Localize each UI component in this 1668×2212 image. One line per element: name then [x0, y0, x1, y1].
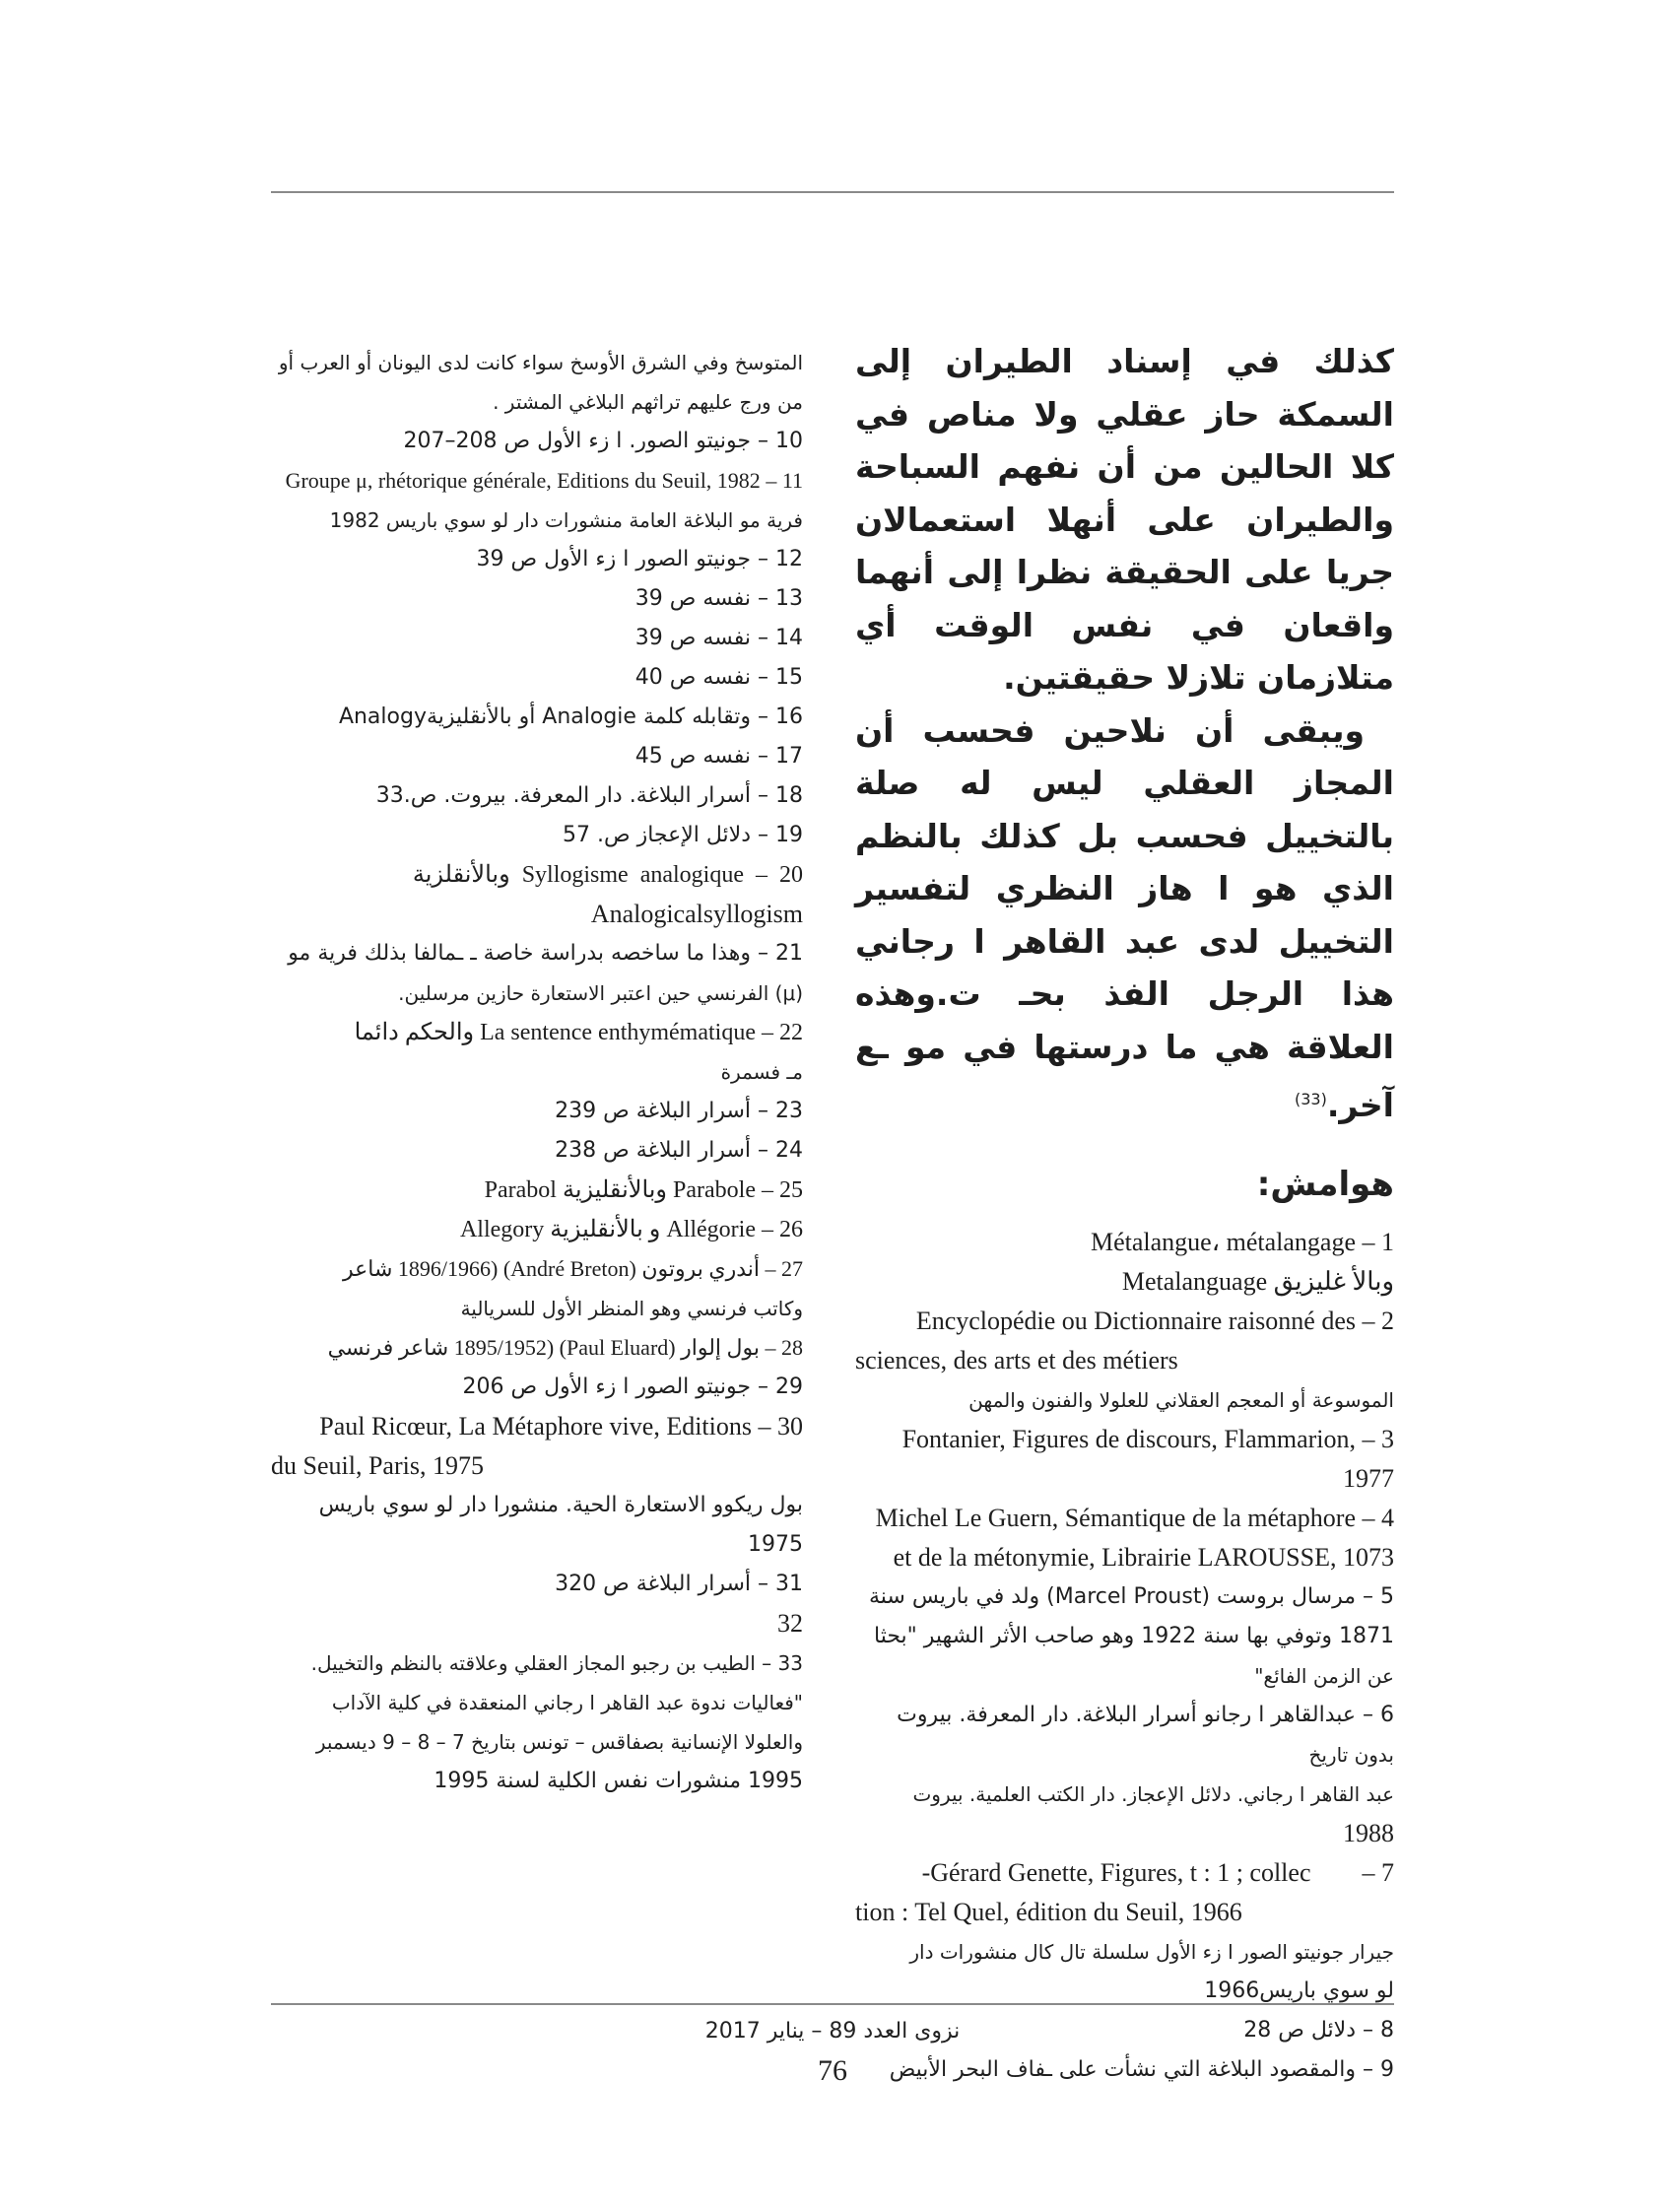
note-line: 10 – جونيتو الصور. ا زء الأول ص 208–207 [403, 429, 803, 453]
note-line: 21 – وهذا ما ساخصه بدراسة خاصة ـ ـمالفا بذلك فرية مو [288, 941, 803, 966]
note-line: 13 – نفسه ص 39 [634, 586, 803, 611]
note-line: 7 – Gérard Genette, Figures, t : 1 ; collec- [921, 1857, 1394, 1887]
note-line: 25 – Parabole وبالأنقليزية Parabol [484, 1177, 803, 1203]
note-line: بدون تاريخ [1308, 1742, 1394, 1767]
note-line: 22 – La sentence enthymématique والحكم دائما [354, 1020, 803, 1045]
note-line: 24 – أسرار البلاغة ص 238 [555, 1138, 803, 1163]
note-line: 12 – جونيتو الصور ا زء الأول ص 39 [476, 547, 803, 571]
note-line: وبالأ غليزيق Metalanguage [1121, 1266, 1394, 1296]
note-line: 23 – أسرار البلاغة ص 239 [555, 1099, 803, 1123]
note-line: المتوسخ وفي الشرق الأوسخ سواء كانت لدى اليونان أو العرب أو [278, 351, 803, 374]
note-line: 15 – نفسه ص 40 [634, 665, 803, 690]
note-line: 28 – بول إلوار (Paul Eluard) (1895/1952 شاعر فرنسي [327, 1335, 803, 1360]
note-line: sciences, des arts et des métiers [855, 1345, 1178, 1374]
page-number: 76 [818, 2054, 847, 2087]
footnote-ref-33: (33) [1294, 1090, 1327, 1108]
note-line: 17 – نفسه ص 45 [634, 744, 803, 769]
note-line: 3 – Fontanier, Figures de discours, Flammarion, 1977 [901, 1424, 1394, 1493]
note-line: عبد القاهر ا رجاني. دلائل الإعجاز. دار الكتب العلمية. بيروت [912, 1781, 1394, 1806]
note-line: جيرار جونيتو الصور ا زء الأول سلسلة تال كال منشورات دار [909, 1939, 1394, 1964]
note-line: 6 – عبدالقاهر ا رجانو أسرار البلاغة. دار المعرفة. بيروت [897, 1702, 1394, 1727]
note-line: فرية مو البلاغة العامة منشورات دار لو سوي باريس 1982 [329, 508, 803, 532]
body-paragraph-2-text: ويبقى أن نلاحين فحسب أن المجاز العقلي ليس له صلة بالتخييل فحسب بل كذلك بالنظم الذي هو ا هاز النظري لتفسير التخييل لدى عبد القاهر ا رجاني هذا الرجل الفذ بحـ ت.وهذه العلاقة هي ما درستها في مو ـع آخر. [855, 710, 1394, 1124]
note-line: 18 – أسرار البلاغة. دار المعرفة. بيروت. ص.33 [375, 783, 803, 808]
top-rule [271, 191, 1394, 193]
note-line: 30 – Paul Ricœur, La Métaphore vive, Editions [319, 1412, 803, 1441]
note-line: 1871 وتوفي بها سنة 1922 وهو صاحب الأثر الشهير "بحثا [874, 1623, 1394, 1648]
note-line: 5 – مرسال بروست (Marcel Proust) ولد في باريس سنة [868, 1583, 1394, 1609]
note-line: بول ريكوو الاستعارة الحية. منشورا دار لو سوي باريس 1975 [318, 1493, 803, 1557]
note-line: 19 – دلائل الإعجاز ص. 57 [563, 823, 803, 847]
note-line: 20 – Syllogisme analogique وبالأنقلزية [412, 862, 803, 888]
note-line: 14 – نفسه ص 39 [634, 626, 803, 650]
note-line: 11 – Groupe μ, rhétorique générale, Editions du Seuil, 1982 [285, 468, 803, 493]
note-line: 1995 منشورات نفس الكلية لسنة 1995 [434, 1769, 803, 1793]
note-line: الموسوعة أو المعجم العقلاني للعلولا والفنون والمهن [968, 1387, 1394, 1412]
note-line: 8 – دلائل ص 28 [1243, 2017, 1394, 2043]
note-line: مـ فسمرة [720, 1060, 803, 1084]
note-line: 1 – Métalangue، métalangage [1091, 1227, 1394, 1256]
note-line: "فعاليات ندوة عبد القاهر ا رجاني المنعقدة في كلية الآداب [331, 1691, 803, 1714]
right-column [855, 335, 1394, 2090]
note-line: 26 – Allégorie و بالأنقليزية Allegory [459, 1217, 803, 1242]
right-notes-list [855, 1223, 1394, 2090]
notes-heading: هوامش: [1256, 1164, 1394, 1204]
note-line: 29 – جونيتو الصور ا زء الأول ص 206 [462, 1374, 803, 1399]
body-paragraph-2 [855, 704, 1394, 1132]
bottom-rule [271, 2003, 1394, 2005]
note-line: 4 – Michel Le Guern, Sémantique de la métaphore [875, 1503, 1394, 1532]
note-line: du Seuil, Paris, 1975 [271, 1451, 484, 1480]
note-line: 16 – وتقابله كلمة Analogie أو بالأنقليزيةAnalogy [338, 704, 803, 729]
note-line: (μ) الفرنسي حين اعتبر الاستعارة حازين مرسلين. [398, 981, 803, 1005]
note-line: 2 – Encyclopédie ou Dictionnaire raisonné des [915, 1306, 1394, 1335]
note-line: عن الزمن الفائع" [1254, 1663, 1394, 1688]
body-paragraph-1: كذلك في إسناد الطيران إلى السمكة حاز عقلي ولا مناص في كلا الحالين من أن نفهم السباحة والطيران على أنهلا استعمالان جريا على الحقيقة نظرا إلى أنهما واقعان في نفس الوقت أي متلازمان تلازلا حقيقتين. [855, 342, 1394, 697]
note-line: من ورج عليهم تراثهم البلاغي المشتر . [493, 390, 803, 414]
note-line: لو سوي باريس1966 [1204, 1977, 1394, 2003]
note-line: 9 – والمقصود البلاغة التي نشأت على ـفاف البحر الأبيض [889, 2056, 1394, 2082]
note-line: 31 – أسرار البلاغة ص 320 [555, 1572, 803, 1596]
journal-issue-label: نزوى العدد 89 – يناير 2017 [704, 2019, 961, 2044]
note-line: 1988 [1343, 1818, 1394, 1847]
note-line: Analogicalsyllogism [590, 900, 803, 928]
note-line: 32 [777, 1609, 803, 1638]
note-line: tion : Tel Quel, édition du Seuil, 1966 [855, 1897, 1242, 1926]
note-line: وكاتب فرنسي وهو المنظر الأول للسريالية [460, 1297, 803, 1320]
note-line: 33 – الطيب بن رجبو المجاز العقلي وعلاقته بالنظم والتخييل. [310, 1651, 803, 1675]
note-line: 27 – أندري بروتون (André Breton) (1896/1966 شاعر [342, 1256, 803, 1281]
note-line: والعلولا الإنسانية بصفاقس – تونس بتاريخ 7 – 8 – 9 ديسمبر [315, 1730, 803, 1754]
note-line: et de la métonymie, Librairie LAROUSSE, 1073 [893, 1542, 1394, 1572]
left-column [271, 343, 803, 1801]
